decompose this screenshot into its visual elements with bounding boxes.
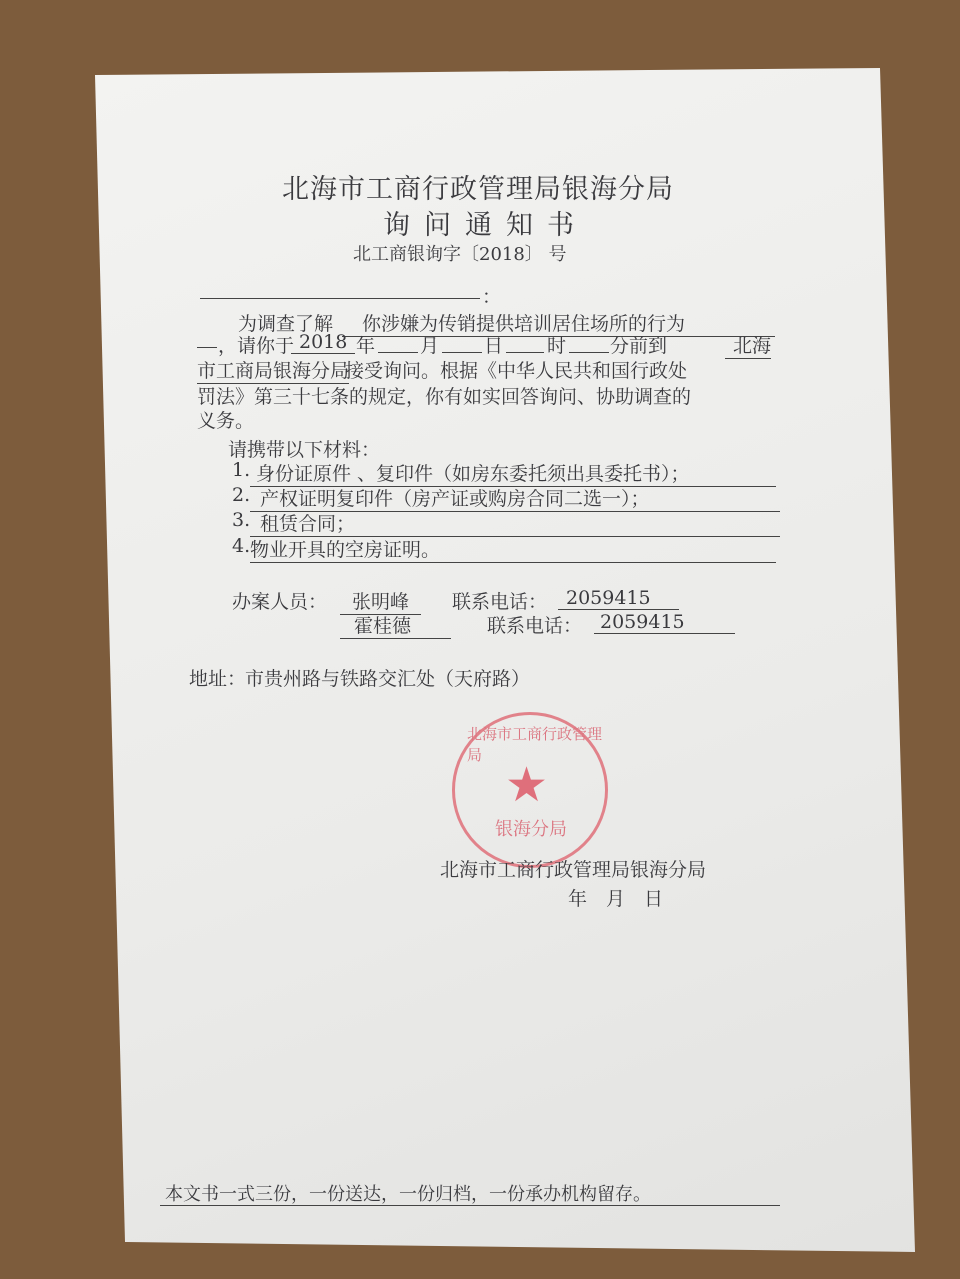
day-blank bbox=[442, 352, 482, 353]
hour-blank bbox=[506, 352, 544, 353]
address-value: 市贵州路与铁路交汇处（天府路） bbox=[245, 668, 531, 690]
signature-agency: 北海市工商行政管理局银海分局 bbox=[440, 859, 707, 881]
material-item: 身份证原件 、复印件（如房东委托须出具委托书）； bbox=[250, 459, 776, 487]
officer-phone: 2059415 bbox=[558, 587, 679, 610]
officer-name: 张明峰 bbox=[340, 587, 421, 615]
materials-heading: 请携带以下材料： bbox=[228, 439, 381, 461]
officer-phone: 2059415 bbox=[594, 611, 735, 634]
seal-ring-text: 北海市工商行政管理局 bbox=[467, 725, 603, 764]
officer-label: 办案人员： bbox=[232, 591, 328, 613]
addressee-colon: ： bbox=[482, 286, 502, 308]
footer-note: 本文书一式三份，一份送达，一份归档，一份承办机构留存。 bbox=[165, 1184, 651, 1205]
phone-label: 联系电话： bbox=[487, 615, 583, 637]
document-title: 询问通知书 bbox=[383, 210, 588, 241]
material-item: 租赁合同； bbox=[250, 509, 780, 537]
phone-label: 联系电话： bbox=[452, 591, 548, 613]
star-icon: ★ bbox=[505, 757, 549, 813]
footer-rule bbox=[160, 1205, 780, 1206]
place-part-b: 市工商局银海分局 bbox=[197, 356, 349, 384]
material-num: 1. bbox=[232, 459, 251, 481]
place-part-a: 北海 bbox=[725, 331, 771, 359]
day-label: 日 bbox=[484, 335, 504, 357]
line5-text: 义务。 bbox=[197, 410, 255, 432]
line4-text: 罚法》第三十七条的规定，你有如实回答询问、协助调查的 bbox=[197, 386, 692, 408]
material-item: 产权证明复印件（房产证或购房合同二选一）； bbox=[250, 484, 780, 512]
officer-name: 霍桂德 bbox=[340, 611, 451, 639]
hour-label: 时 bbox=[547, 335, 567, 357]
investigation-matter: 你涉嫌为传销提供培训居住场所的行为 bbox=[342, 309, 775, 337]
line3-text: 接受询问。根据《中华人民共和国行政处 bbox=[345, 360, 688, 382]
addressee-blank bbox=[200, 298, 480, 299]
year-label: 年 bbox=[356, 335, 376, 357]
material-num: 4. bbox=[232, 535, 251, 557]
agency-title: 北海市工商行政管理局银海分局 bbox=[282, 174, 674, 205]
seal-bottom-text: 银海分局 bbox=[495, 819, 567, 840]
material-num: 3. bbox=[232, 509, 251, 531]
month-blank bbox=[378, 352, 418, 353]
signature-date: 年 月 日 bbox=[568, 888, 664, 910]
minute-blank bbox=[569, 352, 609, 353]
year-value: 2018 bbox=[291, 331, 355, 354]
official-seal bbox=[452, 712, 608, 868]
month-label: 月 bbox=[420, 335, 440, 357]
minute-label: 分前到 bbox=[610, 335, 668, 357]
document-number: 北工商银询字〔2018〕 号 bbox=[353, 244, 567, 265]
blank bbox=[197, 347, 217, 348]
material-item: 物业开具的空房证明。 bbox=[250, 535, 776, 563]
intro-text: 为调查了解 bbox=[238, 313, 334, 335]
address-label: 地址： bbox=[189, 668, 247, 690]
line2-prefix: ，请你于 bbox=[218, 335, 295, 357]
material-num: 2. bbox=[232, 484, 251, 506]
